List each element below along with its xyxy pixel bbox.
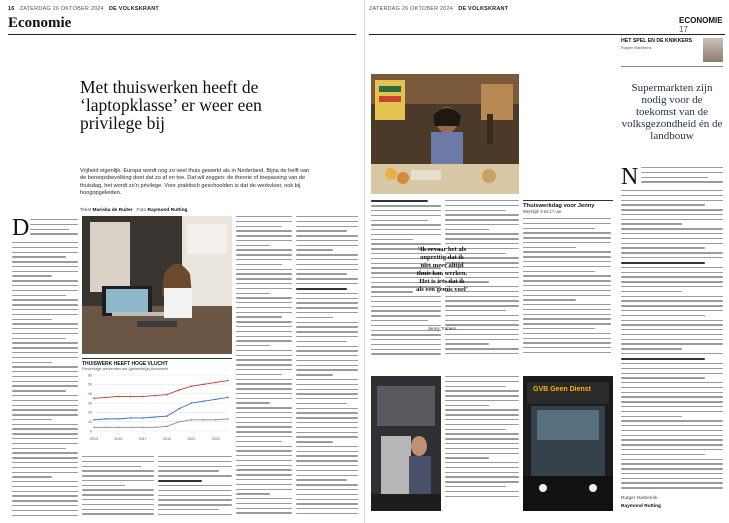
right-section-rule — [369, 34, 725, 35]
opinion-footer-photo-credit: Raymond Rutting — [621, 504, 661, 509]
sidebar-box — [523, 200, 613, 371]
chart-point — [93, 398, 95, 400]
left-folio-date: ZATERDAG 26 OKTOBER 2024 — [19, 6, 104, 12]
chart-point — [178, 389, 180, 391]
chart-x-tick-label: 2023 — [211, 437, 220, 441]
chart-point — [142, 396, 144, 398]
right-column-2-bottom — [445, 376, 519, 511]
left-folio-number: 16 — [8, 6, 15, 12]
pull-quote-author: Jenny Trahern — [427, 326, 457, 331]
chart-series-line-1 — [94, 381, 228, 399]
opinion-lead — [641, 167, 723, 185]
chart-point — [227, 418, 229, 420]
chart-x-tick-label: 2017 — [138, 437, 147, 441]
chart-point — [191, 402, 193, 404]
bus-destination-sign: GVB Geen Dienst — [533, 386, 591, 393]
article-photo-kitchen — [371, 376, 441, 511]
chart-series-line-3 — [94, 419, 228, 427]
chart-x-tick-label: 2021 — [187, 437, 196, 441]
left-page — [0, 0, 364, 523]
author-avatar — [703, 38, 723, 62]
byline-photo-name: Raymond Rutting — [147, 208, 188, 213]
section-title: Economie — [8, 15, 72, 31]
chart-point — [215, 382, 217, 384]
opinion-body — [621, 190, 723, 490]
chart-point — [191, 419, 193, 421]
column-2-lower-b — [158, 456, 232, 517]
right-section-title — [679, 16, 729, 34]
chart-point — [130, 417, 132, 419]
chart-point — [178, 421, 180, 423]
chart-subtitle: Percentage werkenden dat (gedeeltelijk) thuiswerkt — [82, 367, 169, 371]
chart-series-line-2 — [94, 397, 228, 419]
chart-x-tick-label: 2019 — [163, 437, 172, 441]
opinion-headline: Supermarkten zijn nodig voor de toekomst van de volksgezondheid én de landbouw — [621, 82, 723, 142]
chart-point — [105, 397, 107, 399]
chart-y-tick-label: 60 — [88, 373, 92, 378]
column-3-body — [236, 216, 292, 517]
sidebar-title: Thuiswerkdag voor Jenny — [523, 203, 595, 209]
article-headline: Met thuiswerken heeft de ‘laptopklasse’ er weer een privilege bij — [80, 77, 262, 133]
chart-point — [154, 416, 156, 418]
chart-y-tick-label: 0 — [90, 429, 92, 434]
chart-x-tick-label: 2015 — [114, 437, 123, 441]
section-rule — [8, 34, 356, 35]
chart-point — [227, 397, 229, 399]
chart-point — [203, 419, 205, 421]
column-1-lead — [30, 219, 78, 237]
chart-y-tick-label: 40 — [88, 391, 92, 396]
article-intro: Vrijheid eigenlijk. Europa wordt nog zo veel thuis gewerkt als in Nederland. Bijna de helft van de beroepsbevolking doet dat zo af en toe. Dat wil zeggen: de theorie of toepassing van de thuisdag, het wordt zo'n privilege. Voor praktisch geschoolden is dat de werkvloer, ook bij hoogopgeleiden. — [80, 168, 310, 197]
chart-point — [154, 426, 156, 428]
chart-point — [215, 419, 217, 421]
chart-point — [142, 417, 144, 419]
opinion-footer-credit — [621, 504, 725, 509]
chart-point — [166, 394, 168, 396]
opinion-rule — [621, 66, 723, 67]
chart-point — [105, 418, 107, 420]
chart-point — [154, 395, 156, 397]
byline-text-label: Tekst — [80, 208, 92, 213]
right-folio-paper: DE VOLKSKRANT — [458, 6, 509, 12]
chart-home-working — [82, 358, 232, 451]
left-folio — [8, 6, 358, 12]
chart-plot — [82, 371, 232, 443]
chart-y-tick-label: 20 — [88, 410, 92, 415]
opinion-footer-author: Rutger Harberink — [621, 496, 658, 501]
drop-cap: D — [12, 215, 30, 241]
opinion-drop-cap: N — [621, 164, 639, 190]
column-1-body — [12, 242, 78, 517]
right-folio — [369, 6, 649, 12]
column-4-body — [296, 216, 358, 517]
chart-y-tick-label: 10 — [88, 419, 92, 424]
chart-point — [215, 398, 217, 400]
chart-point — [203, 400, 205, 402]
chart-point — [166, 426, 168, 428]
column-2-lower-a — [82, 456, 154, 517]
sidebar-body — [523, 218, 611, 368]
right-folio-number: 17 — [679, 25, 688, 34]
chart-y-tick-label: 30 — [88, 401, 92, 406]
opinion-footer — [621, 496, 725, 501]
chart-point — [130, 426, 132, 428]
article-photo-home-office — [82, 216, 232, 354]
chart-x-tick-label: 2013 — [90, 437, 98, 441]
right-section-label: ECONOMIE — [679, 16, 723, 25]
left-folio-paper: DE VOLKSKRANT — [108, 6, 159, 12]
chart-point — [203, 384, 205, 386]
chart-point — [118, 426, 120, 428]
chart-point — [93, 426, 95, 428]
article-byline — [80, 208, 320, 213]
article-photo-shop — [371, 74, 519, 194]
chart-point — [142, 426, 144, 428]
pull-quote: ‘Ik ervaar het als onprettig dat ik niet meer altijd thuis kan werken. Het is iets dat ik als een gemis voel’ — [416, 246, 468, 293]
right-folio-date: ZATERDAG 26 OKTOBER 2024 — [369, 6, 454, 12]
chart-point — [178, 408, 180, 410]
article-photo-bus — [523, 376, 613, 511]
chart-point — [227, 380, 229, 382]
chart-point — [118, 418, 120, 420]
byline-photo-label: Foto — [136, 208, 147, 213]
chart-point — [166, 415, 168, 417]
opinion-column-author: Rutger Harberink — [621, 45, 652, 50]
chart-title: THUISWERK HEEFT HOGE VLUCHT — [82, 361, 168, 367]
chart-point — [93, 419, 95, 421]
sidebar-subtitle: Werktijd: 9 tot 17 uur — [523, 209, 562, 214]
byline-text-name: Mariska de Ruiter — [92, 208, 133, 213]
opinion-column-label: HET SPEL EN DE KNIKKERS — [621, 38, 693, 44]
chart-point — [191, 385, 193, 387]
right-page — [365, 0, 729, 523]
chart-y-tick-label: 50 — [88, 382, 92, 387]
chart-point — [118, 396, 120, 398]
chart-point — [130, 396, 132, 398]
chart-point — [105, 426, 107, 428]
